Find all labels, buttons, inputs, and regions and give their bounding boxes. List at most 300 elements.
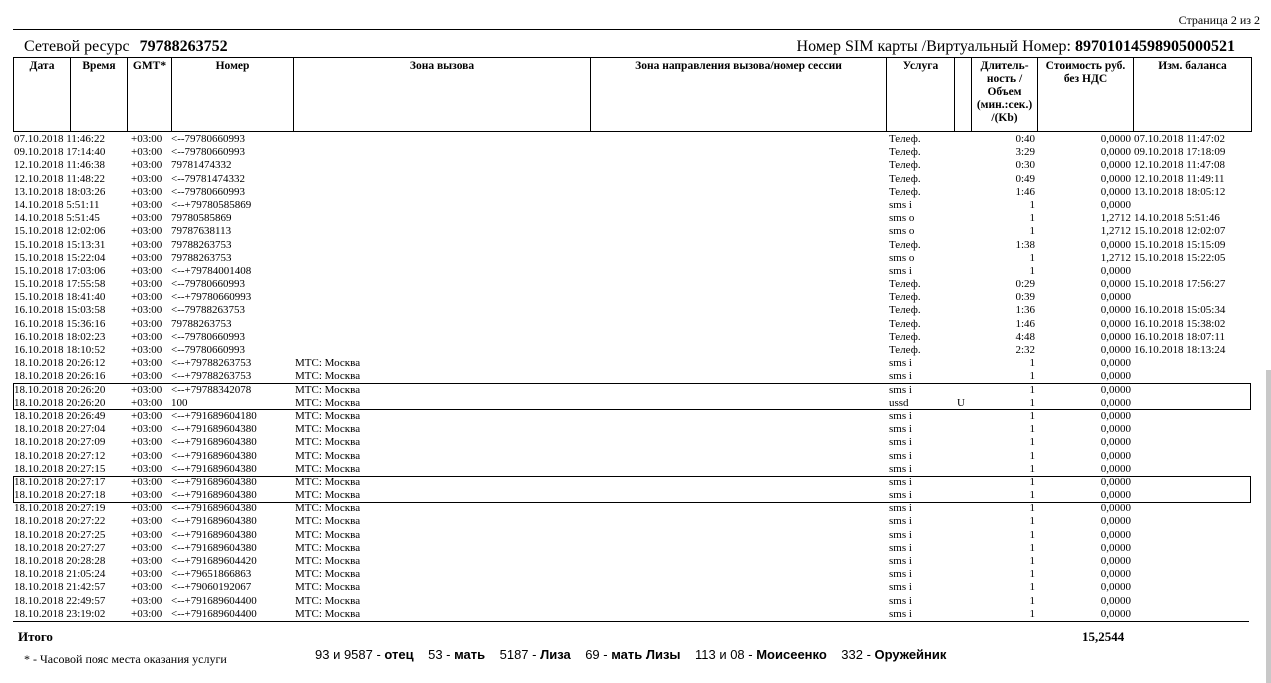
note-2-name: мать (454, 647, 486, 662)
row-cost: 0,0000 (1100, 370, 1131, 383)
row-datetime: 15.10.2018 18:41:40 (14, 291, 106, 304)
row-duration: 1 (1029, 475, 1035, 488)
row-duration: 1 (1029, 555, 1035, 567)
row-gmt: +03:00 (131, 581, 163, 594)
header-flag (955, 58, 972, 132)
row-number: <--+791689604380 (171, 462, 257, 475)
header-time: Время (71, 58, 128, 132)
note-1 (315, 647, 414, 662)
row-number: <--+791689604380 (171, 515, 257, 528)
top-rule (13, 29, 1260, 30)
row-datetime: 18.10.2018 20:26:12 (14, 357, 106, 370)
row-gmt: +03:00 (131, 462, 163, 475)
sim-value: 89701014598905000521 (1075, 38, 1235, 55)
header-number: Номер (172, 58, 294, 132)
row-gmt: +03:00 (131, 133, 163, 145)
row-service: sms i (889, 594, 912, 607)
row-service: Телеф. (889, 238, 921, 251)
row-datetime: 18.10.2018 20:27:04 (14, 423, 106, 436)
row-number: <--+79780660993 (171, 291, 252, 304)
row-gmt: +03:00 (131, 238, 163, 251)
note-3 (500, 647, 571, 662)
row-service: Телеф. (889, 291, 921, 304)
row-service: sms o (889, 251, 915, 264)
row-service: Телеф. (889, 330, 921, 343)
row-cost: 0,0000 (1100, 568, 1131, 581)
row-service: sms o (889, 225, 915, 238)
header-date: Дата (14, 58, 71, 132)
note-1-name: отец (384, 647, 414, 662)
row-number: <--+79788342078 (171, 383, 252, 396)
row-gmt: +03:00 (131, 304, 163, 317)
row-duration: 0:49 (1015, 172, 1035, 185)
table-row (13, 212, 1252, 225)
row-cost: 0,0000 (1100, 436, 1131, 449)
table-row (13, 555, 1252, 568)
row-datetime: 18.10.2018 20:26:20 (14, 396, 106, 409)
row-datetime: 18.10.2018 20:27:17 (14, 475, 106, 488)
row-zone: МТС: Москва (295, 581, 361, 594)
row-cost: 0,0000 (1100, 133, 1131, 145)
row-datetime: 13.10.2018 18:03:26 (14, 185, 106, 198)
row-service: sms o (889, 212, 915, 225)
row-datetime: 12.10.2018 11:46:38 (14, 159, 105, 172)
row-datetime: 07.10.2018 11:46:22 (14, 133, 105, 145)
row-number: <--+791689604400 (171, 607, 257, 620)
note-4-name: мать Лизы (611, 647, 681, 662)
row-cost: 0,0000 (1100, 383, 1131, 396)
table-row (13, 423, 1252, 436)
row-cost: 0,0000 (1100, 502, 1131, 515)
page-number: Страница 2 из 2 (1178, 13, 1260, 27)
resource-label: Сетевой ресурс (24, 38, 130, 55)
row-datetime: 16.10.2018 18:02:23 (14, 330, 106, 343)
row-balance: 15.10.2018 17:56:27 (1134, 278, 1226, 291)
row-balance: 09.10.2018 17:18:09 (1134, 146, 1226, 159)
header-balance: Изм. баланса (1134, 58, 1252, 132)
row-datetime: 14.10.2018 5:51:45 (14, 212, 100, 225)
row-number: <--+791689604400 (171, 594, 257, 607)
handwritten-notes (315, 647, 946, 662)
row-balance: 16.10.2018 18:07:11 (1134, 330, 1225, 343)
row-gmt: +03:00 (131, 251, 163, 264)
row-gmt: +03:00 (131, 555, 163, 567)
row-duration: 0:29 (1015, 278, 1035, 291)
row-cost: 0,0000 (1100, 607, 1131, 620)
row-service: sms i (889, 515, 912, 528)
row-service: sms i (889, 264, 912, 277)
row-number: 79788263753 (171, 251, 232, 264)
row-duration: 1 (1029, 357, 1035, 370)
row-duration: 1:36 (1015, 304, 1035, 317)
row-duration: 1 (1029, 225, 1035, 238)
row-duration: 1 (1029, 423, 1035, 436)
row-datetime: 18.10.2018 20:27:22 (14, 515, 106, 528)
row-zone: МТС: Москва (295, 462, 361, 475)
row-number: 79788263753 (171, 238, 232, 251)
row-gmt: +03:00 (131, 489, 163, 502)
row-service: sms i (889, 581, 912, 594)
row-datetime: 18.10.2018 20:26:20 (14, 383, 106, 396)
row-gmt: +03:00 (131, 475, 163, 488)
table-row (13, 370, 1252, 383)
row-duration: 3:29 (1015, 146, 1035, 159)
row-service: sms i (889, 555, 912, 567)
row-cost: 0,0000 (1100, 555, 1131, 567)
row-cost: 0,0000 (1100, 396, 1131, 409)
row-datetime: 16.10.2018 18:10:52 (14, 344, 106, 356)
row-cost: 0,0000 (1100, 304, 1131, 317)
row-duration: 1 (1029, 489, 1035, 502)
row-balance: 15.10.2018 15:15:09 (1134, 238, 1226, 251)
highlight-box-2 (13, 476, 1251, 503)
row-gmt: +03:00 (131, 198, 163, 211)
table-row (13, 252, 1252, 265)
row-gmt: +03:00 (131, 383, 163, 396)
row-service: sms i (889, 383, 912, 396)
row-datetime: 15.10.2018 15:22:04 (14, 251, 106, 264)
row-number: 79781474332 (171, 159, 232, 172)
row-datetime: 18.10.2018 20:27:12 (14, 449, 106, 462)
row-duration: 1 (1029, 436, 1035, 449)
table-row (13, 133, 1252, 146)
row-number: <--+791689604180 (171, 409, 257, 422)
row-datetime: 16.10.2018 15:36:16 (14, 317, 106, 330)
row-cost: 1,2712 (1100, 225, 1131, 238)
row-balance: 15.10.2018 12:02:07 (1134, 225, 1226, 238)
row-datetime: 18.10.2018 20:27:09 (14, 436, 106, 449)
row-cost: 0,0000 (1100, 198, 1131, 211)
row-duration: 1 (1029, 568, 1035, 581)
row-service: sms i (889, 449, 912, 462)
row-service: sms i (889, 423, 912, 436)
row-duration: 1 (1029, 528, 1035, 541)
row-cost: 0,0000 (1100, 291, 1131, 304)
row-gmt: +03:00 (131, 409, 163, 422)
row-number: <--+791689604380 (171, 541, 257, 554)
header-cost: Стоимость руб. без НДС (1038, 58, 1134, 132)
row-datetime: 12.10.2018 11:48:22 (14, 172, 105, 185)
note-4 (585, 647, 680, 662)
note-3-name: Лиза (540, 647, 571, 662)
table-row (13, 331, 1252, 344)
note-3-nums: 5187 - (499, 647, 541, 662)
note-6-name: Оружейник (874, 647, 947, 662)
row-cost: 0,0000 (1100, 475, 1131, 488)
row-duration: 1 (1029, 594, 1035, 607)
row-duration: 1 (1029, 515, 1035, 528)
row-balance: 16.10.2018 18:13:24 (1134, 344, 1226, 356)
note-5-name: Моисеенко (756, 647, 827, 662)
row-number: <--79780660993 (171, 278, 246, 291)
row-gmt: +03:00 (131, 264, 163, 277)
row-duration: 1 (1029, 581, 1035, 594)
total-label: Итого (18, 629, 53, 644)
row-cost: 0,0000 (1100, 344, 1131, 356)
table-row (13, 239, 1252, 252)
row-zone: МТС: Москва (295, 370, 361, 383)
row-duration: 2:32 (1015, 344, 1035, 356)
row-gmt: +03:00 (131, 502, 163, 515)
table-row (13, 173, 1252, 186)
row-number: <--+791689604380 (171, 528, 257, 541)
row-datetime: 18.10.2018 20:27:18 (14, 489, 106, 502)
row-service: Телеф. (889, 159, 921, 172)
table-row (13, 344, 1252, 357)
header-direction: Зона направления вызова/номер сессии (591, 58, 887, 132)
calls-table-body (13, 133, 1252, 621)
row-duration: 0:39 (1015, 291, 1035, 304)
row-zone: МТС: Москва (295, 423, 361, 436)
table-row (13, 595, 1252, 608)
row-number: <--79788263753 (171, 304, 246, 317)
note-5 (695, 647, 827, 662)
row-gmt: +03:00 (131, 278, 163, 291)
row-gmt: +03:00 (131, 330, 163, 343)
row-cost: 0,0000 (1100, 146, 1131, 159)
table-row (13, 291, 1252, 304)
row-gmt: +03:00 (131, 594, 163, 607)
row-duration: 1 (1029, 409, 1035, 422)
row-service: Телеф. (889, 304, 921, 317)
table-row (13, 542, 1252, 555)
row-service: sms i (889, 436, 912, 449)
row-cost: 0,0000 (1100, 528, 1131, 541)
table-row (13, 515, 1252, 528)
row-zone: МТС: Москва (295, 528, 361, 541)
row-datetime: 09.10.2018 17:14:40 (14, 146, 106, 159)
row-number: <--+791689604380 (171, 502, 257, 515)
row-gmt: +03:00 (131, 370, 163, 383)
resource-line (24, 38, 228, 56)
row-service: sms i (889, 607, 912, 620)
row-cost: 0,0000 (1100, 515, 1131, 528)
row-duration: 1 (1029, 396, 1035, 409)
row-datetime: 18.10.2018 21:42:57 (14, 581, 106, 594)
row-number: <--79780660993 (171, 146, 246, 159)
row-cost: 0,0000 (1100, 489, 1131, 502)
row-duration: 1:46 (1015, 317, 1035, 330)
row-cost: 1,2712 (1100, 212, 1131, 225)
row-service: sms i (889, 475, 912, 488)
resource-value: 79788263752 (139, 38, 228, 55)
timezone-footnote: * - Часовой пояс места оказания услуги (24, 652, 227, 666)
row-service: sms i (889, 528, 912, 541)
row-datetime: 15.10.2018 12:02:06 (14, 225, 106, 238)
row-cost: 0,0000 (1100, 330, 1131, 343)
row-cost: 1,2712 (1100, 251, 1131, 264)
table-row (13, 146, 1252, 159)
table-row (13, 581, 1252, 594)
row-datetime: 15.10.2018 17:03:06 (14, 264, 106, 277)
row-service: Телеф. (889, 133, 921, 145)
row-datetime: 15.10.2018 17:55:58 (14, 278, 106, 291)
row-cost: 0,0000 (1100, 423, 1131, 436)
row-zone: МТС: Москва (295, 449, 361, 462)
row-zone: МТС: Москва (295, 594, 361, 607)
header-gmt: GMT* (128, 58, 172, 132)
table-row (13, 568, 1252, 581)
row-gmt: +03:00 (131, 515, 163, 528)
row-service: sms i (889, 357, 912, 370)
table-row (13, 450, 1252, 463)
row-cost: 0,0000 (1100, 409, 1131, 422)
row-service: sms i (889, 370, 912, 383)
row-number: <--+791689604380 (171, 475, 257, 488)
row-cost: 0,0000 (1100, 278, 1131, 291)
row-number: <--+791689604380 (171, 436, 257, 449)
row-duration: 1 (1029, 251, 1035, 264)
row-gmt: +03:00 (131, 357, 163, 370)
row-zone: МТС: Москва (295, 541, 361, 554)
row-number: <--79780660993 (171, 344, 246, 356)
header-zone: Зона вызова (294, 58, 591, 132)
row-number: 100 (171, 396, 188, 409)
row-gmt: +03:00 (131, 344, 163, 356)
row-number: 79788263753 (171, 317, 232, 330)
row-cost: 0,0000 (1100, 462, 1131, 475)
table-row (13, 304, 1252, 317)
row-duration: 1 (1029, 383, 1035, 396)
row-zone: МТС: Москва (295, 475, 361, 488)
row-duration: 1 (1029, 370, 1035, 383)
note-6-nums: 332 - (841, 647, 875, 662)
row-zone: МТС: Москва (295, 607, 361, 620)
table-row (13, 278, 1252, 291)
row-gmt: +03:00 (131, 159, 163, 172)
row-cost: 0,0000 (1100, 238, 1131, 251)
row-number: <--+791689604380 (171, 489, 257, 502)
column-headers (13, 57, 1252, 132)
row-zone: МТС: Москва (295, 409, 361, 422)
row-cost: 0,0000 (1100, 317, 1131, 330)
row-service: Телеф. (889, 317, 921, 330)
row-datetime: 18.10.2018 23:19:02 (14, 607, 106, 620)
row-cost: 0,0000 (1100, 357, 1131, 370)
row-cost: 0,0000 (1100, 185, 1131, 198)
row-number: <--79781474332 (171, 172, 246, 185)
row-balance: 14.10.2018 5:51:46 (1134, 212, 1220, 225)
row-number: <--79780660993 (171, 133, 246, 145)
row-balance: 15.10.2018 15:22:05 (1134, 251, 1226, 264)
row-number: <--+79788263753 (171, 370, 252, 383)
row-cost: 0,0000 (1100, 594, 1131, 607)
row-duration: 1 (1029, 502, 1035, 515)
table-row (13, 265, 1252, 278)
row-service: Телеф. (889, 146, 921, 159)
row-duration: 1 (1029, 198, 1035, 211)
row-datetime: 18.10.2018 20:26:16 (14, 370, 106, 383)
table-row (13, 608, 1252, 621)
row-number: <--+791689604380 (171, 449, 257, 462)
table-row (13, 199, 1252, 212)
row-zone: МТС: Москва (295, 436, 361, 449)
table-row (13, 529, 1252, 542)
row-service: sms i (889, 462, 912, 475)
row-duration: 1:38 (1015, 238, 1035, 251)
row-cost: 0,0000 (1100, 264, 1131, 277)
table-row (13, 463, 1252, 476)
row-service: sms i (889, 409, 912, 422)
row-gmt: +03:00 (131, 185, 163, 198)
row-gmt: +03:00 (131, 291, 163, 304)
row-gmt: +03:00 (131, 212, 163, 225)
row-balance: 12.10.2018 11:49:11 (1134, 172, 1225, 185)
row-number: <--+79060192067 (171, 581, 252, 594)
note-2 (428, 647, 485, 662)
row-zone: МТС: Москва (295, 489, 361, 502)
row-number: <--+79788263753 (171, 357, 252, 370)
row-duration: 1:46 (1015, 185, 1035, 198)
row-cost: 0,0000 (1100, 581, 1131, 594)
row-balance: 07.10.2018 11:47:02 (1134, 133, 1225, 145)
row-duration: 1 (1029, 212, 1035, 225)
row-flag: U (957, 396, 965, 409)
row-cost: 0,0000 (1100, 172, 1131, 185)
row-gmt: +03:00 (131, 528, 163, 541)
row-gmt: +03:00 (131, 317, 163, 330)
row-service: Телеф. (889, 278, 921, 291)
row-gmt: +03:00 (131, 396, 163, 409)
row-zone: МТС: Москва (295, 555, 361, 567)
row-gmt: +03:00 (131, 225, 163, 238)
row-service: sms i (889, 198, 912, 211)
row-service: Телеф. (889, 185, 921, 198)
row-zone: МТС: Москва (295, 357, 361, 370)
row-datetime: 14.10.2018 5:51:11 (14, 198, 100, 211)
table-row (13, 225, 1252, 238)
row-datetime: 18.10.2018 21:05:24 (14, 568, 106, 581)
bottom-rule (13, 621, 1249, 622)
row-number: <--+791689604380 (171, 423, 257, 436)
row-number: <--+79780585869 (171, 198, 252, 211)
row-service: sms i (889, 502, 912, 515)
row-number: 79780585869 (171, 212, 232, 225)
row-datetime: 18.10.2018 20:28:28 (14, 555, 106, 567)
row-service: ussd (889, 396, 909, 409)
sim-line (797, 38, 1235, 56)
table-row (13, 502, 1252, 515)
row-datetime: 18.10.2018 20:26:49 (14, 409, 106, 422)
row-duration: 1 (1029, 607, 1035, 620)
row-zone: МТС: Москва (295, 515, 361, 528)
highlight-box-1 (13, 383, 1251, 410)
row-service: Телеф. (889, 172, 921, 185)
note-1-nums: 93 и 9587 - (315, 647, 385, 662)
row-zone: МТС: Москва (295, 396, 361, 409)
row-gmt: +03:00 (131, 172, 163, 185)
row-number: <--+79651866863 (171, 568, 252, 581)
table-row (13, 436, 1252, 449)
row-gmt: +03:00 (131, 607, 163, 620)
row-gmt: +03:00 (131, 423, 163, 436)
table-row (13, 357, 1252, 370)
row-balance: 12.10.2018 11:47:08 (1134, 159, 1225, 172)
row-zone: МТС: Москва (295, 383, 361, 396)
total-value: 15,2544 (1082, 629, 1125, 644)
table-row (13, 159, 1252, 172)
row-zone: МТС: Москва (295, 568, 361, 581)
row-datetime: 18.10.2018 22:49:57 (14, 594, 106, 607)
scrollbar[interactable] (1266, 370, 1271, 683)
row-gmt: +03:00 (131, 436, 163, 449)
row-duration: 0:40 (1015, 133, 1035, 145)
row-number: <--79780660993 (171, 185, 246, 198)
table-row (13, 186, 1252, 199)
row-number: 79787638113 (171, 225, 232, 238)
note-5-nums: 113 и 08 - (694, 647, 757, 662)
row-gmt: +03:00 (131, 541, 163, 554)
